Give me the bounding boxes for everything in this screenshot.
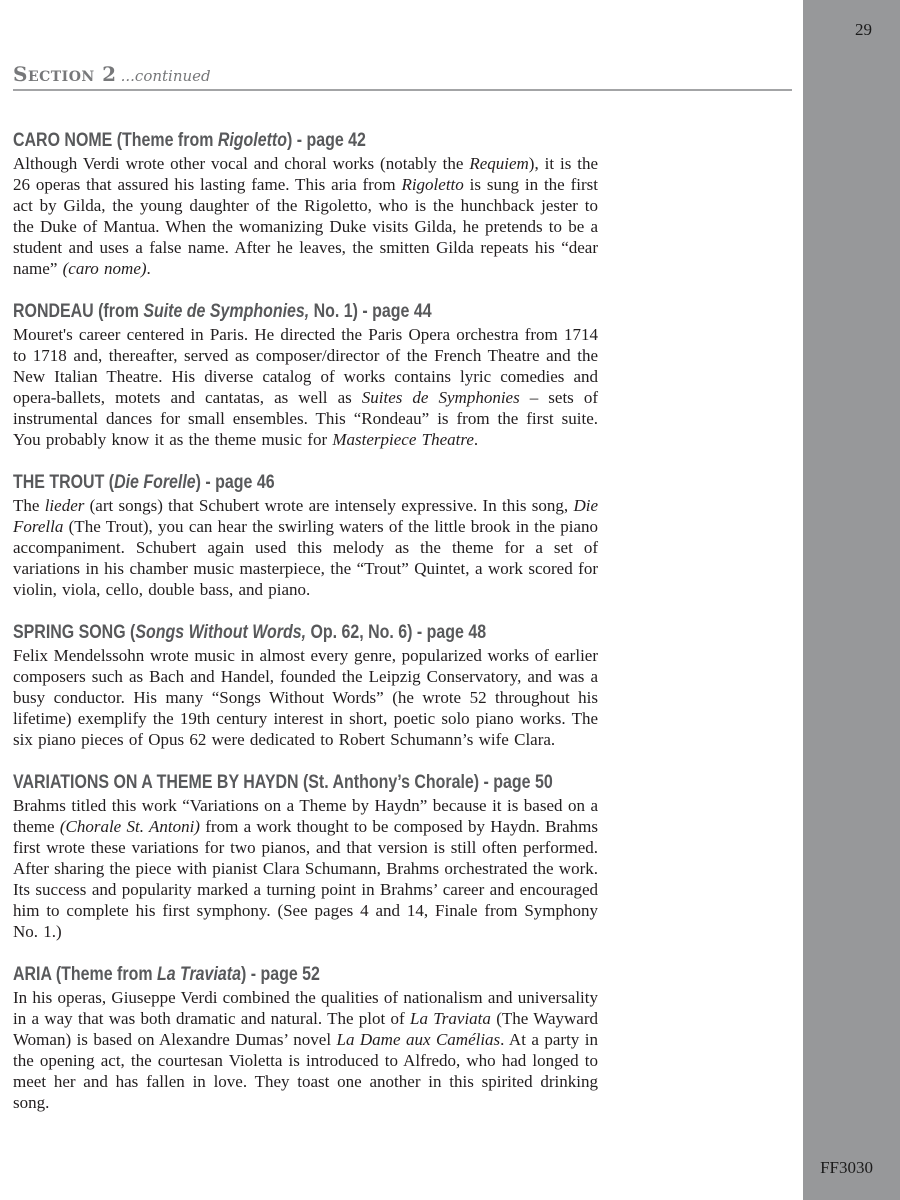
entry-heading-text [13,302,432,322]
text-run: (The Wayward Woman) is based on Alexandre Dumas’ novel [13,1009,598,1049]
section-title: Section 2 [13,62,117,86]
entry-heading-text [13,473,275,493]
italic-text-run: Requiem [469,154,529,173]
italic-text-run: La Traviata [410,1009,491,1028]
entry-heading-text [13,965,320,985]
italic-text-run: Suites de Symphonies [361,388,520,407]
text-run: Felix Mendelssohn wrote music in almost every genre, popularized works of earlier composers such as Bach and Handel, founded the Leipzig Conservatory, and was a busy conductor. His many “Songs Without Words” (he wrote 52 throughout his lifetime) exemplify the 19th century interest in short, poetic solo piano works. The six piano pieces of Opus 62 were dedicated to Robert Schumann’s wife Clara. [13,646,598,749]
program-notes-column [13,129,598,1134]
entry-heading [13,771,598,792]
text-run: . [473,430,479,449]
italic-text-run: Rigoletto [217,130,287,151]
entry-heading-text [13,773,553,793]
text-run: ), it is the 26 operas that assured his lasting fame. This aria from [13,154,598,194]
entry-body [13,795,598,942]
text-run: – sets of instrumental dances for small ensembles. This “Rondeau” is from the first suite. You probably know it as the theme music for [13,388,598,449]
entry-body [13,324,598,450]
section-header [13,62,792,91]
italic-text-run: Suite de Symphonies, [143,301,310,322]
italic-text-run: Die Forella [13,496,598,536]
italic-text-run: Songs Without Words, [135,622,307,643]
section-continued-label: ...continued [120,67,211,85]
catalog-code: FF3030 [820,1158,873,1177]
text-run: ) - page 52 [240,964,320,985]
text-run: ARIA (Theme from [13,964,157,985]
entry-heading [13,963,598,984]
entry-heading [13,621,598,642]
entry [13,471,598,600]
text-run: (art songs) that Schubert wrote are intensely expressive. In this song, [84,496,574,515]
text-run: SPRING SONG ( [13,622,136,643]
entries-list [13,129,598,1113]
text-run: from a work thought to be composed by Haydn. Brahms first wrote these variations for two pianos, and that version is still often performed. After sharing the piece with pianist Clara Schumann, Brahms orchestrated the work. Its success and popularity marked a turning point in Brahms’ career and encouraged him to complete his first symphony. (See pages 4 and 14, Finale from Symphony No. 1.) [13,817,598,941]
entry [13,300,598,450]
text-run: CARO NOME (Theme from [13,130,218,151]
sidebar-gray-band [803,0,900,1200]
entry-body [13,153,598,279]
text-run: Mouret's career centered in Paris. He directed the Paris Opera orchestra from 1714 to 1718 and, thereafter, served as composer/director of the French Theatre and the New Italian Theatre. His diverse catalog of works contains lyric comedies and opera-ballets, motets and cantatas, as well as [13,325,598,407]
italic-text-run: Masterpiece Theatre [332,430,474,449]
entry-body [13,987,598,1113]
text-run: THE TROUT ( [13,472,115,493]
italic-text-run: lieder [44,496,85,515]
text-run: (The Trout), you can hear the swirling waters of the little brook in the piano accompaniment. Schubert again used this melody as the theme for a set of variations in his chamber music masterpiece, the “Trout” Quintet, a work scored for violin, viola, cello, double bass, and piano. [13,517,598,599]
text-run: . At a party in the opening act, the courtesan Violetta is introduced to Alfredo, who had longed to meet her and has fallen in love. They toast one another in this spirited drinking song. [13,1030,598,1112]
entry-body [13,495,598,600]
italic-text-run: La Traviata [156,964,241,985]
text-run: The [13,496,45,515]
text-run: RONDEAU (from [13,301,144,322]
entry [13,963,598,1113]
entry [13,129,598,279]
italic-text-run: (caro nome) [62,259,147,278]
text-run: ) - page 42 [286,130,366,151]
italic-text-run: Die Forelle [114,472,196,493]
entry-heading-text [13,623,486,643]
entry [13,771,598,942]
text-run: In his operas, Giuseppe Verdi combined the qualities of nationalism and universality in a way that was both dramatic and natural. The plot of [13,988,598,1028]
text-run: is sung in the first act by Gilda, the young daughter of the Rigoletto, who is the hunchback jester to the Duke of Mantua. When the womanizing Duke visits Gilda, he pretends to be a student and uses a false name. After he leaves, the smitten Gilda repeats his “dear name” [13,175,598,278]
text-run: VARIATIONS ON A THEME BY HAYDN (St. Anthony’s Chorale) - page 50 [13,772,553,793]
italic-text-run: La Dame aux Camélias [336,1030,501,1049]
text-run: No. 1) - page 44 [309,301,432,322]
entry-heading [13,300,598,321]
text-run: Op. 62, No. 6) - page 48 [306,622,487,643]
entry [13,621,598,750]
italic-text-run: Rigoletto [401,175,464,194]
entry-heading-text [13,131,366,151]
entry-body [13,645,598,750]
entry-heading [13,471,598,492]
text-run: . [146,259,151,278]
entry-heading [13,129,598,150]
page-number: 29 [855,20,872,39]
italic-text-run: (Chorale St. Antoni) [59,817,200,836]
text-run: Brahms titled this work “Variations on a Theme by Haydn” because it is based on a theme [13,796,598,836]
text-run: Although Verdi wrote other vocal and choral works (notably the [13,154,470,173]
text-run: ) - page 46 [195,472,275,493]
